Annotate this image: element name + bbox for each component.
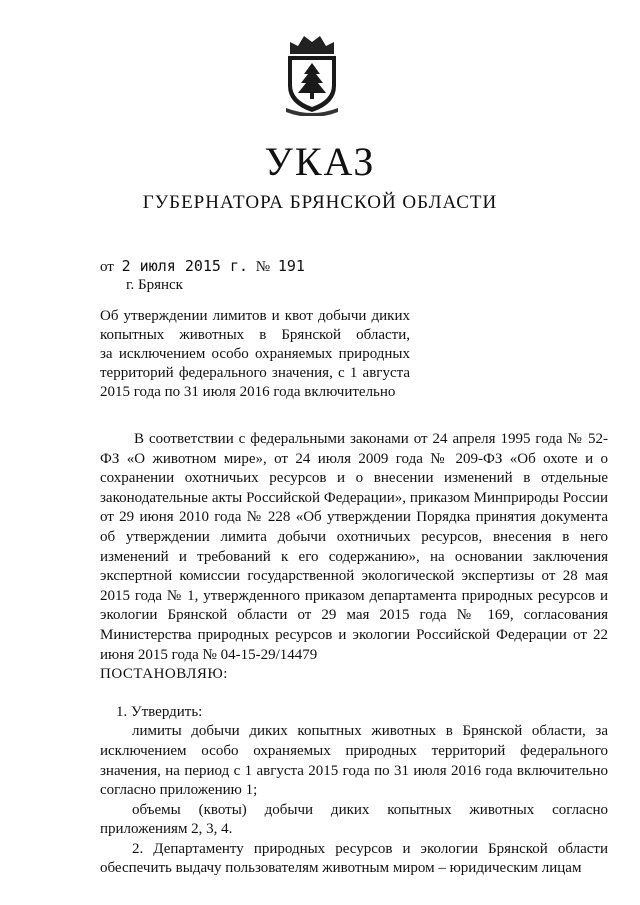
- subject-line: 2015 года по 31 июля 2016 года включительно: [100, 384, 396, 400]
- item-1-sub-2: объемы (квоты) добычи диких копытных животных согласно приложениям 2, 3, 4.: [100, 801, 608, 838]
- preamble-paragraph: В соответствии с федеральными законами от 24 апреля 1995 года № 52-ФЗ «О животном мире», от 24 июля 2009 года № 209-ФЗ «Об охоте и о сохранении охотничьих ресурсов и о внесении изменений в отдельные законодательные акты Российской Федерации», приказом Минприроды России от 29 июня 2010 года № 228 «Об утверждении Порядка принятия документа об утверждении лимита добычи охотничьих ресурсов, внесения в него изменений и требований к его содержанию», на основании заключения экспертной комиссии государственной экологической экспертизы от 28 мая 2015 года № 1, утвержденного приказом департамента природных ресурсов и экологии Брянской области от 29 мая 2015 года № 169, согласования Министерства природных ресурсов и экологии Российской Федерации от 22 июня 2015 года № 04-15-29/14479: [100, 431, 608, 663]
- document-subject: [100, 307, 410, 402]
- subject-line: копытных животных в Брянской области,: [100, 327, 410, 343]
- subject-line: за исключением особо охраняемых природных: [100, 346, 410, 362]
- city: г. Брянск: [126, 277, 183, 293]
- date-prefix: от: [100, 259, 114, 275]
- date-number-line: [100, 257, 309, 276]
- document-subtitle: ГУБЕРНАТОРА БРЯНСКОЙ ОБЛАСТИ: [142, 192, 498, 213]
- subject-line: территорий федерального значения, с 1 августа: [100, 365, 410, 381]
- document-title: УКАЗ: [264, 139, 376, 184]
- number-prefix: №: [255, 259, 271, 275]
- subject-line: Об утверждении лимитов и квот добычи диких: [100, 308, 410, 324]
- item-2-paragraph: 2. Департаменту природных ресурсов и экологии Брянской области обеспечить выдачу пользователям животным миром – юридическим лицам: [100, 840, 608, 877]
- resolve-line: ПОСТАНОВЛЯЮ:: [100, 666, 228, 683]
- item-1-heading: 1. Утвердить:: [116, 703, 203, 720]
- number-value: 191: [277, 257, 305, 275]
- date-value: 2 июля 2015 г.: [121, 257, 249, 275]
- document-body: [100, 430, 608, 879]
- coat-of-arms-icon: [282, 30, 342, 116]
- item-1-sub-1: лимиты добычи диких копытных животных в Брянской области, за исключением особо охраняемых природных территорий федерального значения, на период с 1 августа 2015 года по 31 июля 2016 года включительно согласно приложению 1;: [100, 723, 608, 799]
